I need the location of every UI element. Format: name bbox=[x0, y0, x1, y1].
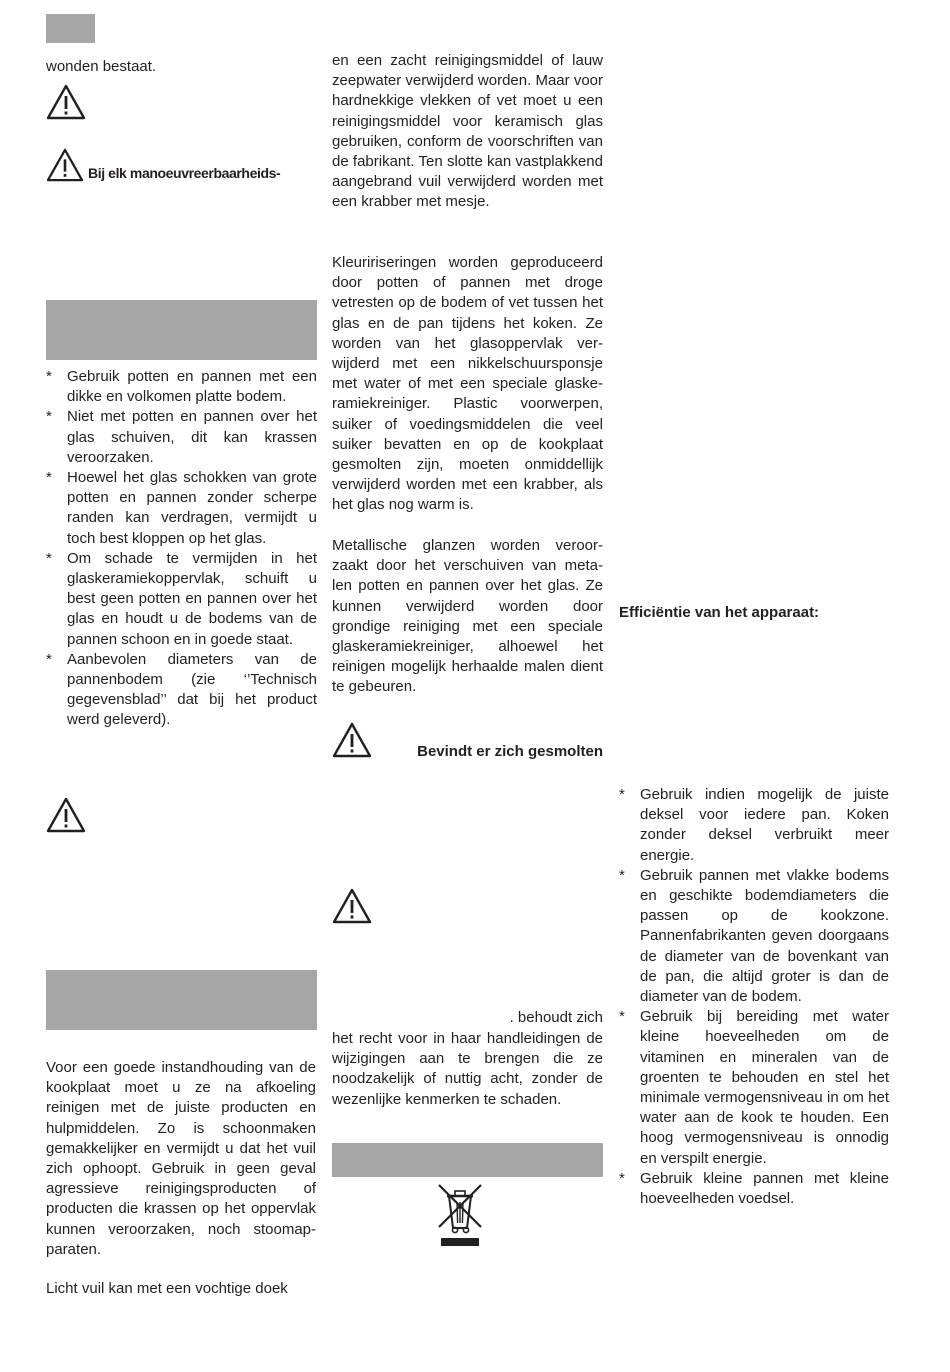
list-item: * Niet met potten en pannen over het glas schuiven, dit kan krassen veroorzaken. bbox=[46, 407, 317, 468]
col2-warning-text: Bevindt er zich gesmolten bbox=[417, 743, 603, 760]
col1-bullet-list bbox=[46, 367, 317, 731]
col1-cleaning-paragraph: Voor een goede instandhouding van de kookplaat moet u ze na afkoeling reinigen met de juiste producten en hulpmiddelen. Zo is schoonmaken gemakkelijker en vermijdt u dat het vuil zich ophoopt. Gebruik in geen geval agressieve reinigingsproducten of producten die krassen op het oppervlak kunnen veroorzaken, noch stoomap- paraten. bbox=[46, 1059, 316, 1258]
warning-triangle-icon bbox=[332, 722, 372, 758]
warning-triangle-icon bbox=[46, 148, 84, 182]
col2-paragraph-1: en een zacht reinigingsmiddel of lauw zeepwater verwijderd worden. Maar voor hardnekkige vlekken of vet moet u een reinigingsmiddel voor keramisch glas gebruiken, conform de voorschriften van de fabrikant. Ten slotte kan vastplakkend aangebrand vuil verwijderd worden met een krabber met mesje. bbox=[332, 52, 603, 211]
list-item: * Gebruik indien mogelijk de juiste deksel voor iedere pan. Koken zonder deksel verbruikt meer energie. bbox=[619, 785, 889, 866]
crossed-out-wheelie-bin-icon bbox=[436, 1182, 484, 1248]
col1-last-line: Licht vuil kan met een vochtige doek bbox=[46, 1280, 288, 1297]
list-item: * Gebruik kleine pannen met kleine hoeveelheden voedsel. bbox=[619, 1169, 889, 1209]
list-item: * Gebruik potten en pannen met een dikke en volkomen platte bodem. bbox=[46, 367, 317, 407]
list-item: * Gebruik bij bereiding met water kleine hoeveelheden om de vitaminen en mineralen van de groenten te behouden en stel het minimale vermogensniveau in om het water aan de kook te houden. Een hoog vermogensniveau is onnodig en verspilt energie. bbox=[619, 1007, 889, 1169]
col1-warning-line bbox=[46, 148, 321, 184]
warning-triangle-icon bbox=[332, 888, 372, 924]
col1-cleaning-header-block bbox=[46, 970, 317, 1030]
warning-triangle-icon bbox=[46, 797, 86, 833]
col3-heading: Efficiëntie van het apparaat: bbox=[619, 604, 820, 621]
col2-rights-first-line: . behoudt zich bbox=[509, 1009, 603, 1026]
col2-rights-paragraph: het recht voor in haar handleidingen de wijzigingen aan te brengen die ze noodzakelijk of nuttig acht, zonder de wezenlijke kenmerken te schaden. bbox=[332, 1030, 603, 1108]
col2-paragraph-2: Kleuririseringen worden geproduceerd door potten of pannen met droge vetresten op de bodem of vet tussen het glas en de pan tijdens het koken. Ze worden van het glasoppervlak ver- wijderd met een nikkelschuursponsje met water of met een speciale glaske- ramiekreiniger. Plastic voorwerpen, suiker of voedingsmiddelen die veel suiker bevatten en op de kookplaat gesmolten zijn, moeten onmiddellijk verwijderd worden met een krabber, als het glas nog warm is. bbox=[332, 254, 603, 514]
list-item: * Hoewel het glas schokken van grote potten en pannen zonder scherpe randen kan verdragen, vermijdt u toch best kloppen op het glas. bbox=[46, 468, 317, 549]
page-number-block bbox=[46, 14, 95, 43]
warning-triangle-icon bbox=[46, 84, 86, 120]
col2-paragraph-3: Metallische glanzen worden veroor- zaakt door het verschuiven van meta- len potten en pannen over het glas. Ze kunnen verwijderd worden door grondige reiniging met een speciale glaskeramiekreiniger, alhoewel het reinigen mogelijk herhaalde malen dient te gebeuren. bbox=[332, 537, 603, 696]
col3-bullet-list bbox=[619, 785, 889, 1209]
col1-section-header-block bbox=[46, 300, 317, 360]
col2-disposal-header-block bbox=[332, 1143, 603, 1177]
col1-warning-text: Bij elk manoeuvreerbaarheids- bbox=[88, 165, 281, 181]
list-item: * Om schade te vermijden in het glaskeramiekoppervlak, schuift u best geen potten en pannen over het glas en houdt u de bodems van de pannen schoon en in goede staat. bbox=[46, 549, 317, 650]
list-item: * Gebruik pannen met vlakke bodems en geschikte bodemdiameters die passen op de kookzone. Pannenfabrikanten geven doorgaans de diameter van de bovenkant van de pan, die altijd groter is dan de diameter van de bodem. bbox=[619, 866, 889, 1007]
col1-top-text: wonden bestaat. bbox=[46, 58, 157, 75]
list-item: * Aanbevolen diameters van de pannenbodem (zie ‘’Technisch gegevensblad’’ dat bij het product werd geleverd). bbox=[46, 650, 317, 731]
